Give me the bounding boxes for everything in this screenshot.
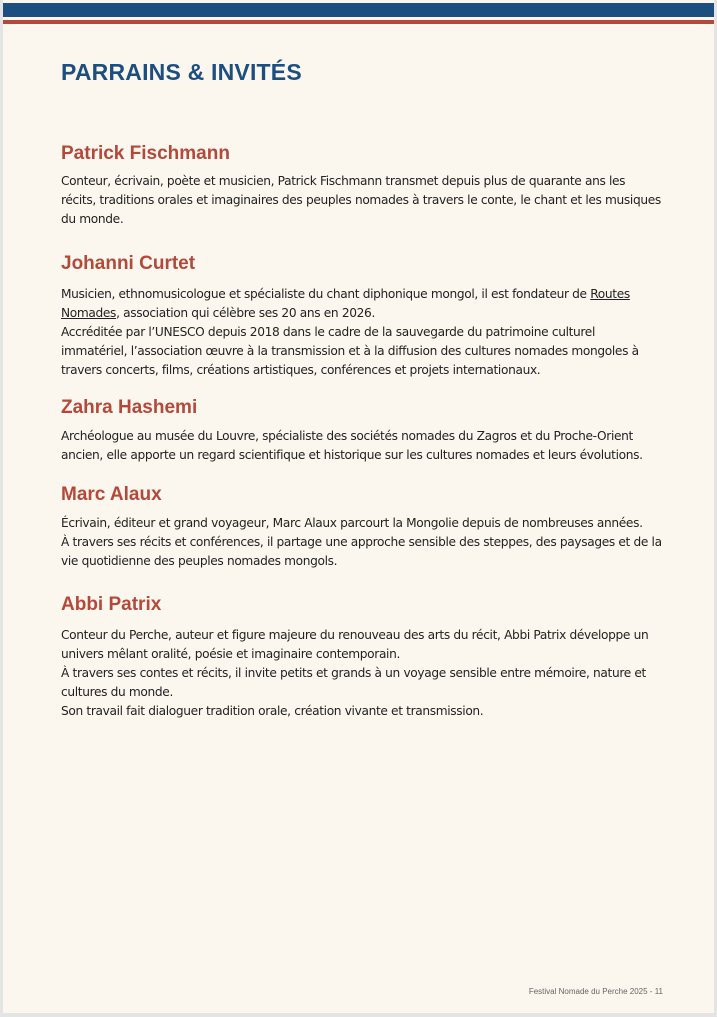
bio-line: À travers ses contes et récits, il invite petits et grands à un voyage sensible entre mémoire, nature et <box>61 666 646 680</box>
page-footer: Festival Nomade du Perche 2025 - 11 <box>528 987 663 996</box>
bio-text: , association qui célèbre ses 20 ans en 2026. <box>116 306 375 320</box>
bio-text: Musicien, ethnomusicologue et spécialiste du chant diphonique mongol, il est fondateur de <box>61 287 591 301</box>
bio-line: univers mêlant oralité, poésie et imaginaire contemporain. <box>61 647 400 661</box>
bio-line: du monde. <box>61 212 124 226</box>
guest-name: Zahra Hashemi <box>61 397 198 418</box>
guest-name: Johanni Curtet <box>61 253 196 274</box>
bio-line: Archéologue au musée du Louvre, spécialiste des sociétés nomades du Zagros et du Proche-Orient <box>61 429 633 443</box>
bio-line: récits, traditions orales et imaginaires des peuples nomades à travers le conte, le chant et les musiques <box>61 193 661 207</box>
routes-nomades-link-cont[interactable]: Nomades <box>61 306 117 320</box>
bio-line: Conteur, écrivain, poète et musicien, Patrick Fischmann transmet depuis plus de quarante ans les <box>61 174 626 188</box>
bio-line: Conteur du Perche, auteur et figure majeure du renouveau des arts du récit, Abbi Patrix développe un <box>61 628 649 642</box>
bio-line: Accréditée par l’UNESCO depuis 2018 dans le cadre de la sauvegarde du patrimoine culturel <box>61 325 595 339</box>
bio-line <box>61 285 651 304</box>
guest-name: Abbi Patrix <box>61 594 162 615</box>
page-title: PARRAINS & INVITÉS <box>61 59 302 85</box>
guest-name: Marc Alaux <box>61 484 162 505</box>
bio-line: Son travail fait dialoguer tradition orale, création vivante et transmission. <box>61 704 484 718</box>
guest-bio <box>61 172 661 229</box>
guest-bio <box>61 285 651 380</box>
guest-section-hashemi <box>61 397 651 465</box>
guest-name: Patrick Fischmann <box>61 143 230 164</box>
bio-line: travers concerts, films, créations artistiques, conférences et projets internationaux. <box>61 363 541 377</box>
guest-section-fischmann <box>61 143 661 229</box>
document-page <box>3 0 714 1013</box>
bio-line: À travers ses récits et conférences, il partage une approche sensible des steppes, des paysages et de la <box>61 535 662 549</box>
routes-nomades-link[interactable]: Routes <box>590 287 630 301</box>
guest-bio <box>61 514 662 571</box>
guest-section-patrix <box>61 594 651 721</box>
header-bar-red <box>3 20 714 24</box>
guest-section-alaux <box>61 484 662 571</box>
bio-line: immatériel, l’association œuvre à la transmission et à la diffusion des cultures nomades mongoles à <box>61 344 639 358</box>
bio-line: ancien, elle apporte un regard scientifique et historique sur les cultures nomades et leurs évolutions. <box>61 448 643 462</box>
header-bar-blue <box>3 3 714 17</box>
bio-line: cultures du monde. <box>61 685 173 699</box>
bio-line: Écrivain, éditeur et grand voyageur, Marc Alaux parcourt la Mongolie depuis de nombreuses années. <box>61 516 643 530</box>
bio-line <box>61 304 651 323</box>
bio-line: vie quotidienne des peuples nomades mongols. <box>61 554 338 568</box>
guest-section-curtet <box>61 253 651 380</box>
guest-bio <box>61 626 651 721</box>
guest-bio <box>61 427 651 465</box>
